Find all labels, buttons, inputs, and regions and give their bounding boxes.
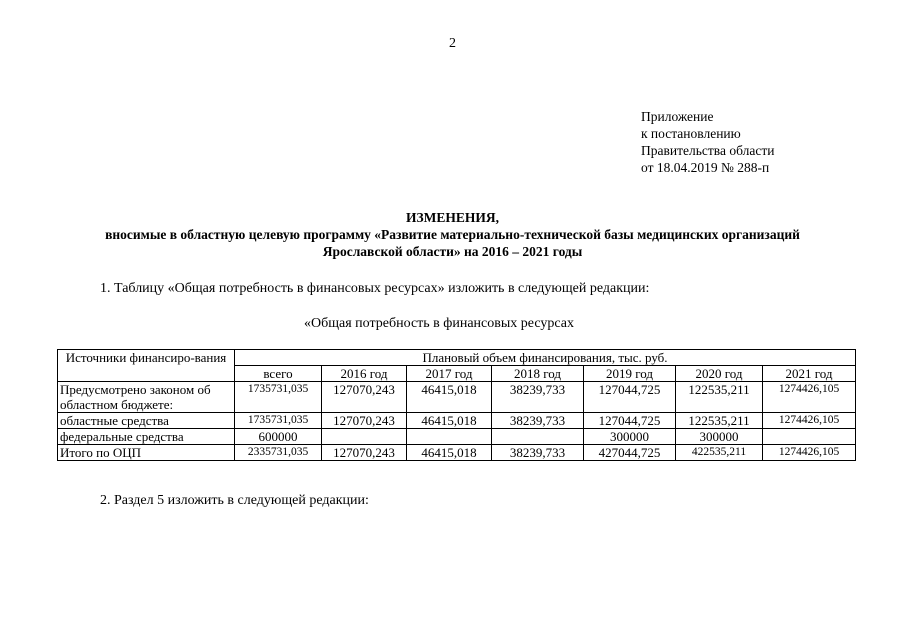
table-cell: 127044,725 <box>584 382 676 413</box>
table-cell: 46415,018 <box>407 413 492 429</box>
financing-table <box>57 349 856 461</box>
table-cell: 300000 <box>676 429 763 445</box>
table-cell <box>407 429 492 445</box>
row-source: Итого по ОЦП <box>58 445 235 461</box>
row-source: Предусмотрено законом об областном бюджете: <box>58 382 235 413</box>
table-cell: 1735731,035 <box>235 382 322 413</box>
row-source: федеральные средства <box>58 429 235 445</box>
table-cell: 1735731,035 <box>235 413 322 429</box>
table-cell: 1274426,105 <box>763 413 856 429</box>
document-title <box>40 209 865 260</box>
table-cell: 46415,018 <box>407 382 492 413</box>
source-header: Источники финансиро-вания <box>58 350 235 382</box>
table-cell <box>322 429 407 445</box>
table-row <box>58 429 856 445</box>
appendix-line: к постановлению <box>641 126 741 141</box>
table-cell: 122535,211 <box>676 382 763 413</box>
appendix-line: от 18.04.2019 № 288-п <box>641 160 770 175</box>
title-line: Ярославской области» на 2016 – 2021 годы <box>322 244 583 259</box>
table-cell: 422535,211 <box>676 445 763 461</box>
paragraph-2: 2. Раздел 5 изложить в следующей редакции: <box>100 493 369 508</box>
table-cell: 127070,243 <box>322 413 407 429</box>
column-header: 2019 год <box>584 366 676 382</box>
table-cell: 2335731,035 <box>235 445 322 461</box>
table-cell: 427044,725 <box>584 445 676 461</box>
table-cell: 1274426,105 <box>763 445 856 461</box>
table-row <box>58 382 856 413</box>
title-heading: ИЗМЕНЕНИЯ, <box>405 210 499 225</box>
table-caption: «Общая потребность в финансовых ресурсах <box>304 316 574 331</box>
page-number: 2 <box>449 36 456 51</box>
title-line: вносимые в областную целевую программу «Развитие материально-технической базы медицинских организаций <box>105 227 800 242</box>
table-header-row <box>58 350 856 366</box>
column-header: 2018 год <box>492 366 584 382</box>
table-cell: 38239,733 <box>492 382 584 413</box>
column-header: 2020 год <box>676 366 763 382</box>
table-row <box>58 445 856 461</box>
column-header: всего <box>235 366 322 382</box>
table-cell: 38239,733 <box>492 445 584 461</box>
appendix-block <box>641 108 774 176</box>
row-source: областные средства <box>58 413 235 429</box>
column-header: 2016 год <box>322 366 407 382</box>
table-cell: 127070,243 <box>322 382 407 413</box>
table-cell: 300000 <box>584 429 676 445</box>
table-cell: 46415,018 <box>407 445 492 461</box>
table-cell <box>492 429 584 445</box>
appendix-line: Приложение <box>641 109 714 124</box>
table-cell: 1274426,105 <box>763 382 856 413</box>
appendix-line: Правительства области <box>641 143 775 158</box>
column-header: 2021 год <box>763 366 856 382</box>
column-header: 2017 год <box>407 366 492 382</box>
table-cell: 127044,725 <box>584 413 676 429</box>
table-cell: 122535,211 <box>676 413 763 429</box>
table-cell: 600000 <box>235 429 322 445</box>
table-cell: 127070,243 <box>322 445 407 461</box>
table-cell <box>763 429 856 445</box>
paragraph-1: 1. Таблицу «Общая потребность в финансовых ресурсах» изложить в следующей редакции: <box>100 281 650 296</box>
table-cell: 38239,733 <box>492 413 584 429</box>
table-row <box>58 413 856 429</box>
plan-header: Плановый объем финансирования, тыс. руб. <box>235 350 856 366</box>
